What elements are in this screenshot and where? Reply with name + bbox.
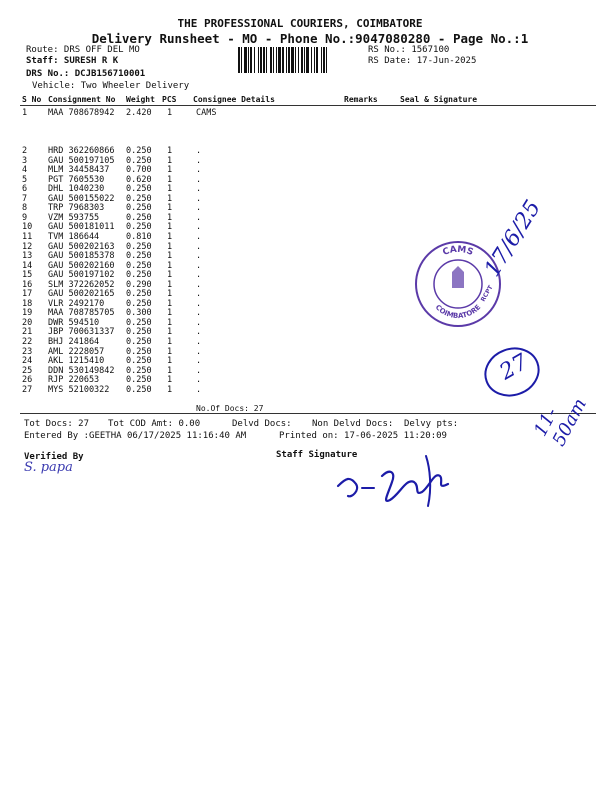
row-pcs: 1	[167, 327, 173, 338]
row-weight: 0.620	[126, 174, 152, 185]
barcode	[238, 47, 362, 73]
row-weight: 0.300	[126, 308, 152, 319]
row-consignment: PGT 7605530	[48, 174, 105, 185]
row-consignee: .	[196, 317, 202, 328]
row-consignee: CAMS	[196, 108, 217, 118]
row-consignment: AKL 1215410	[48, 356, 105, 367]
row-consignee: .	[196, 231, 202, 242]
row-sno: 7	[22, 193, 28, 204]
row-consignment: GAU 500155022	[48, 193, 115, 204]
row-weight: 0.250	[126, 222, 152, 233]
company-title: THE PROFESSIONAL COURIERS, COIMBATORE	[177, 17, 423, 30]
delvy-pts: Delvy pts:	[404, 419, 459, 429]
row-sno: 21	[22, 327, 33, 338]
row-pcs: 1	[167, 337, 173, 347]
handwritten-count: 27	[495, 349, 533, 386]
col-header-sno: S No	[22, 95, 42, 104]
printed-on: Printed on: 17-06-2025 11:20:09	[279, 431, 447, 441]
row-consignment: AML 2228057	[48, 346, 105, 357]
non-delvd-docs: Non Delvd Docs:	[312, 419, 394, 429]
row-consignee: .	[196, 346, 202, 357]
stamp-right-text: RCPT	[479, 284, 495, 303]
row-sno: 17	[22, 289, 33, 300]
row-consignee: .	[196, 222, 202, 233]
row-weight: 0.250	[126, 384, 152, 395]
row-sno: 1	[22, 108, 28, 118]
vehicle-label: Vehicle: Two Wheeler Delivery	[32, 81, 190, 91]
row-weight: 0.250	[126, 317, 152, 328]
entered-by: Entered By :GEETHA 06/17/2025 11:16:40 AM	[24, 431, 247, 441]
row-sno: 5	[22, 174, 28, 185]
row-consignee: .	[196, 193, 202, 204]
row-consignment: HRD 362260866	[48, 146, 115, 156]
tot-docs: Tot Docs: 27	[24, 419, 90, 429]
row-sno: 23	[22, 346, 33, 357]
row-consignment: GAU 500185378	[48, 251, 115, 262]
row-weight: 2.420	[126, 108, 152, 118]
delvd-docs: Delvd Docs:	[232, 419, 292, 429]
row-consignment: BHJ 241864	[48, 337, 100, 347]
row-consignment: DWR 594510	[48, 317, 100, 328]
row-consignee: .	[196, 241, 202, 252]
row-sno: 14	[22, 260, 33, 271]
row-weight: 0.250	[126, 337, 152, 347]
row-consignee: .	[196, 165, 202, 176]
row-weight: 0.700	[126, 165, 152, 176]
row-consignee: .	[196, 356, 202, 367]
row-pcs: 1	[167, 251, 173, 262]
row-consignee: .	[196, 212, 202, 223]
row-consignee: .	[196, 184, 202, 195]
col-header-consignee: Consignee Details	[193, 95, 275, 104]
stamp-bottom-text: COIMBATORE	[433, 303, 483, 321]
row-weight: 0.250	[126, 203, 152, 214]
row-sno: 11	[22, 231, 33, 242]
row-pcs: 1	[167, 375, 173, 386]
row-pcs: 1	[167, 212, 173, 223]
row-sno: 27	[22, 384, 33, 395]
row-weight: 0.250	[126, 289, 152, 300]
row-weight: 0.250	[126, 375, 152, 386]
row-sno: 22	[22, 337, 33, 347]
row-sno: 2	[22, 146, 28, 156]
row-pcs: 1	[167, 346, 173, 357]
stamp-emblem-icon	[452, 266, 464, 288]
svg-text:COIMBATORE	[434, 303, 483, 320]
row-consignment: RJP 220653	[48, 375, 100, 386]
row-sno: 12	[22, 241, 33, 252]
row-consignee: .	[196, 308, 202, 319]
row-sno: 4	[22, 165, 28, 176]
row-pcs: 1	[167, 108, 173, 118]
row-consignee: .	[196, 298, 202, 309]
header-rule	[20, 105, 596, 106]
row-weight: 0.250	[126, 251, 152, 262]
col-header-seal: Seal & Signature	[400, 95, 478, 104]
row-consignee: .	[196, 337, 202, 347]
footer-rule	[20, 413, 596, 414]
row-consignee: .	[196, 375, 202, 386]
row-pcs: 1	[167, 146, 173, 156]
drs-number: DRS No.: DCJB156710001	[26, 69, 146, 79]
row-pcs: 1	[167, 241, 173, 252]
row-weight: 0.250	[126, 327, 152, 338]
row-consignment: VZM 593755	[48, 212, 100, 223]
row-weight: 0.250	[126, 241, 152, 252]
row-consignment: GAU 500202160	[48, 260, 115, 271]
row-consignment: GAU 500197105	[48, 155, 115, 166]
row-pcs: 1	[167, 165, 173, 176]
row-pcs: 1	[167, 384, 173, 395]
tot-cod-amt: Tot COD Amt: 0.00	[108, 419, 201, 429]
row-sno: 18	[22, 298, 33, 309]
row-sno: 3	[22, 155, 28, 166]
row-pcs: 1	[167, 231, 173, 242]
row-consignment: SLM 372262052	[48, 279, 115, 290]
row-pcs: 1	[167, 289, 173, 300]
row-consignee: .	[196, 365, 202, 376]
row-weight: 0.250	[126, 346, 152, 357]
rs-number: RS No.: 1567100	[368, 45, 450, 55]
row-consignee: .	[196, 251, 202, 262]
row-consignee: .	[196, 155, 202, 166]
row-consignment: TRP 7968303	[48, 203, 105, 214]
row-weight: 0.250	[126, 365, 152, 376]
row-pcs: 1	[167, 203, 173, 214]
row-consignee: .	[196, 384, 202, 395]
row-pcs: 1	[167, 308, 173, 319]
row-weight: 0.810	[126, 231, 152, 242]
row-sno: 20	[22, 317, 33, 328]
row-consignment: GAU 500197102	[48, 270, 115, 281]
row-sno: 26	[22, 375, 33, 386]
no-of-docs: No.Of Docs: 27	[196, 404, 264, 413]
row-consignment: DDN 530149842	[48, 365, 115, 376]
row-consignee: .	[196, 146, 202, 156]
row-sno: 19	[22, 308, 33, 319]
staff-signature-scribble	[330, 448, 460, 508]
row-weight: 0.250	[126, 212, 152, 223]
row-consignment: GAU 500202163	[48, 241, 115, 252]
row-consignee: .	[196, 260, 202, 271]
rs-date: RS Date: 17-Jun-2025	[368, 56, 477, 66]
staff-signature-label: Staff Signature	[276, 450, 358, 460]
row-consignee: .	[196, 203, 202, 214]
row-consignment: MYS 52100322	[48, 384, 110, 395]
handwritten-time: 11-50am	[530, 395, 591, 450]
row-sno: 10	[22, 222, 33, 233]
row-consignment: JBP 700631337	[48, 327, 115, 338]
staff-label: Staff: SURESH R K	[26, 56, 119, 66]
row-sno: 9	[22, 212, 28, 223]
row-sno: 16	[22, 279, 33, 290]
row-consignment: GAU 500202165	[48, 289, 115, 300]
row-pcs: 1	[167, 174, 173, 185]
row-weight: 0.250	[126, 298, 152, 309]
row-consignee: .	[196, 174, 202, 185]
col-header-weight: Weight	[126, 95, 155, 104]
row-weight: 0.250	[126, 270, 152, 281]
row-consignment: VLR 2492170	[48, 298, 105, 309]
stamp-top-text: CAMS	[441, 244, 475, 258]
row-pcs: 1	[167, 184, 173, 195]
row-consignment: DHL 1040230	[48, 184, 105, 195]
row-weight: 0.250	[126, 193, 152, 204]
row-consignment: GAU 500181011	[48, 222, 115, 233]
row-consignment: MAA 708785705	[48, 308, 115, 319]
row-pcs: 1	[167, 317, 173, 328]
row-consignee: .	[196, 279, 202, 290]
col-header-consignment: Consignment No	[48, 95, 116, 104]
verified-by-label: Verified By	[24, 452, 84, 462]
row-pcs: 1	[167, 222, 173, 233]
row-weight: 0.250	[126, 260, 152, 271]
col-header-pcs: PCS	[162, 95, 177, 104]
row-sno: 13	[22, 251, 33, 262]
row-sno: 6	[22, 184, 28, 195]
row-weight: 0.290	[126, 279, 152, 290]
row-sno: 25	[22, 365, 33, 376]
route-label: Route: DRS OFF DEL MO	[26, 45, 140, 55]
row-pcs: 1	[167, 270, 173, 281]
row-pcs: 1	[167, 155, 173, 166]
row-weight: 0.250	[126, 356, 152, 367]
row-consignee: .	[196, 270, 202, 281]
handwritten-date: 17/6/25	[480, 196, 547, 282]
row-pcs: 1	[167, 298, 173, 309]
row-weight: 0.250	[126, 146, 152, 156]
row-pcs: 1	[167, 356, 173, 367]
row-pcs: 1	[167, 193, 173, 204]
row-consignee: .	[196, 327, 202, 338]
row-weight: 0.250	[126, 184, 152, 195]
row-sno: 8	[22, 203, 28, 214]
row-pcs: 1	[167, 260, 173, 271]
row-weight: 0.250	[126, 155, 152, 166]
row-sno: 15	[22, 270, 33, 281]
row-consignee: .	[196, 289, 202, 300]
row-consignment: MAA 708678942	[48, 108, 115, 118]
row-consignment: TVM 186644	[48, 231, 100, 242]
row-sno: 24	[22, 356, 33, 367]
verifier-handwriting: S. papa	[24, 460, 73, 475]
svg-text:CAMS	[442, 245, 475, 258]
runsheet-subtitle: Delivery Runsheet - MO - Phone No.:9047080280 - Page No.:1	[91, 31, 529, 46]
row-consignment: MLM 34458437	[48, 165, 110, 176]
row-pcs: 1	[167, 365, 173, 376]
row-pcs: 1	[167, 279, 173, 290]
col-header-remarks: Remarks	[344, 95, 378, 104]
